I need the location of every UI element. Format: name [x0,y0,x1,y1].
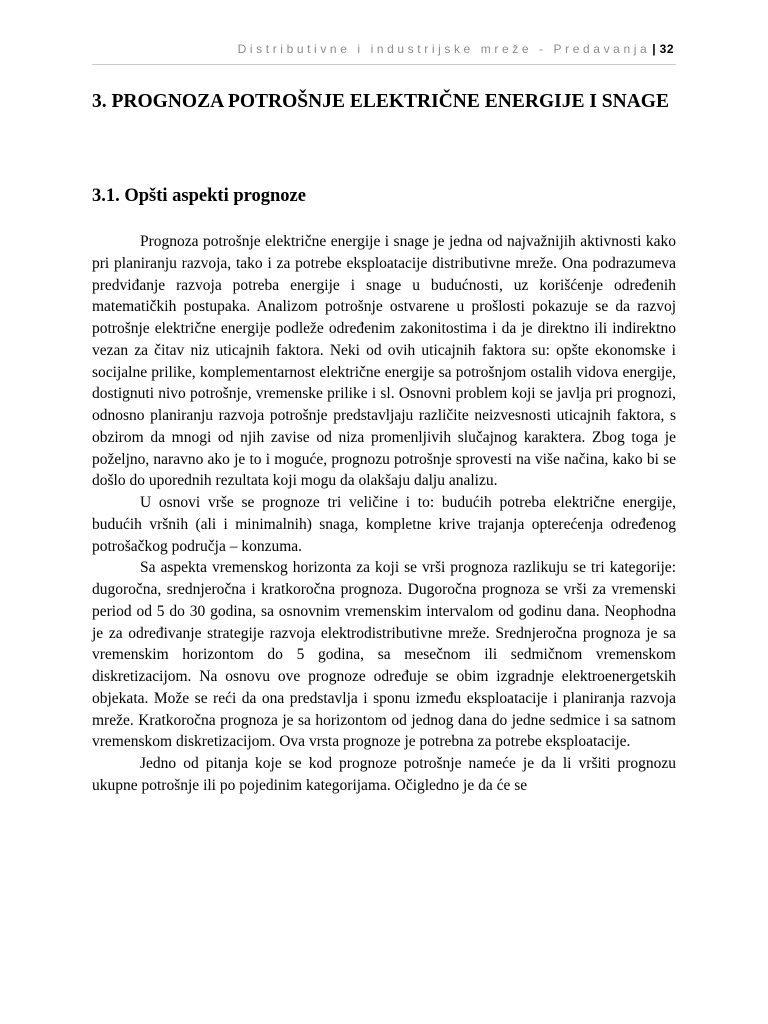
paragraph: Sa aspekta vremenskog horizonta za koji se vrši prognoza razlikuju se tri kategorije: dugoročna, srednjeročna i kratkoročna prognoza. Dugoročna prognoza se vrši za vremenski period od 5 do 30 godina, sa osnovnim vremenskim intervalom od godinu dana. Neophodna je za određivanje strategije razvoja elektrodistributivne mreže. Srednjeročna prognoza je sa vremenskim horizontom do 5 godina, sa mesečnom ili sedmičnom vremenskom diskretizacijom. Na osnovu ove prognoze određuje se obim izgradnje elektroenergetskih objekata. Može se reći da ona predstavlja i sponu između eksploatacije i planiranja razvoja mreže. Kratkoročna prognoza je sa horizontom od jednog dana do jedne sedmice i sa satnom vremenskom diskretizacijom. Ova vrsta prognoze je potrebna za potrebe eksploatacije. [92,559,676,751]
body-text [92,231,676,797]
header-separator: | [652,42,656,56]
running-header [238,42,674,56]
paragraph: Prognoza potrošnje električne energije i snage je jedna od najvažnijih aktivnosti kako pri planiranju razvoja, tako i za potrebe eksploatacije distributivne mreže. Ona podrazumeva predviđanje razvoja potreba energije i snage u budućnosti, uz korišćenje određenih matematičkih postupaka. Analizom potrošnje ostvarene u prošlosti pokazuje se da razvoj potrošnje električne energije podleže određenim zakonitostima i da je direktno ili indirektno vezan za čitav niz uticajnih faktora. Neki od ovih uticajnih faktora su: opšte ekonomske i socijalne prilike, komplementarnost električne energije sa potrošnjom ostalih vidova energije, dostignuti nivo potrošnje, vremenske prilike i sl. Osnovni problem koji se javlja pri prognozi, odnosno planiranju razvoja potrošnje predstavljaju različite neizvesnosti uticajnih faktora, s obzirom da mnogi od njih zavise od niza promenljivih slučajnog karaktera. Zbog toga je poželjno, naravno ako je to i moguće, prognozu potrošnje sprovesti na više načina, kako bi se došlo do uporednih rezultata koji mogu da olakšaju dalju analizu. [92,233,676,490]
page-number: 32 [659,42,674,56]
chapter-title: 3. PROGNOZA POTROŠNJE ELEKTRIČNE ENERGIJE I SNAGE [92,91,669,112]
header-divider [92,64,676,65]
running-title: Distributivne i industrijske mreže - Predavanja [237,42,651,56]
section-title: 3.1. Opšti aspekti prognoze [92,186,306,206]
paragraph: U osnovi vrše se prognoze tri veličine i to: budućih potreba električne energije, budućih vršnih (ali i minimalnih) snaga, kompletne krive trajanja opterećenja određenog potrošačkog područja – konzuma. [92,494,676,555]
paragraph: Jedno od pitanja koje se kod prognoze potrošnje nameće je da li vršiti prognozu ukupne potrošnje ili po pojedinim kategorijama. Očigledno je da će se [92,755,676,794]
